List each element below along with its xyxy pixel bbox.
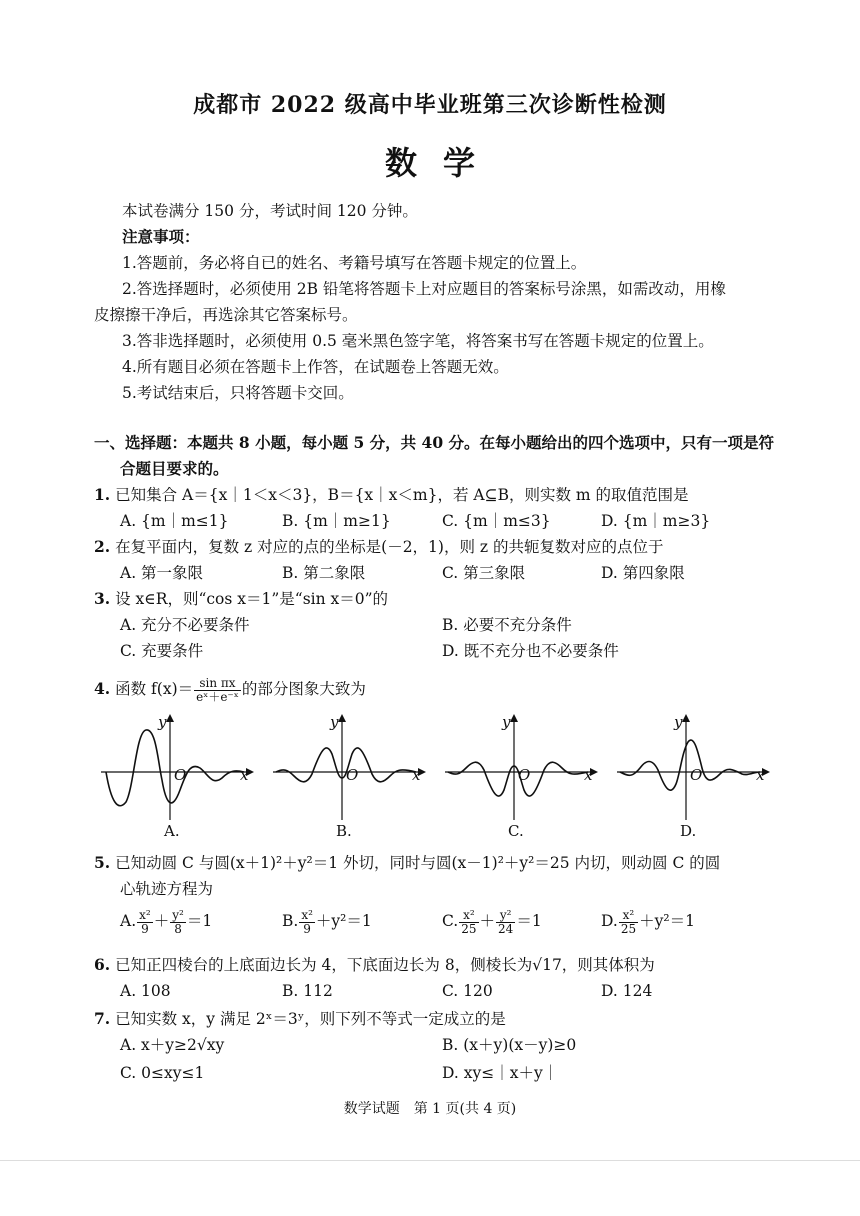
option-a: A. 充分不必要条件 bbox=[120, 616, 250, 634]
fraction-numerator: sin πx bbox=[194, 677, 241, 691]
question-number: 6. bbox=[94, 955, 111, 974]
fraction bbox=[170, 909, 186, 936]
axis-y-label: y bbox=[502, 713, 511, 731]
fraction-numerator: x² bbox=[619, 909, 638, 923]
question-text: 已知集合 A＝{x｜1＜x＜3}，B＝{x｜x＜m}，若 A⊆B，则实数 m 的取值范围是 bbox=[115, 486, 689, 504]
fraction-numerator: x² bbox=[139, 907, 151, 922]
option-d: D. {m｜m≥3} bbox=[601, 512, 711, 530]
option-b: B. (x＋y)(x－y)≥0 bbox=[442, 1036, 577, 1054]
fraction-denominator: 24 bbox=[498, 921, 514, 936]
fraction bbox=[619, 909, 638, 936]
graph-label-c: C. bbox=[508, 822, 524, 840]
question-7 bbox=[94, 1006, 506, 1032]
question-text-suffix: 的部分图象大致为 bbox=[241, 680, 366, 698]
question-2 bbox=[94, 534, 664, 560]
option-a: A. x＋y≥2√xy bbox=[120, 1036, 225, 1054]
equation-tail: ＝1 bbox=[186, 912, 213, 930]
fraction bbox=[496, 909, 515, 936]
fraction-numerator: y² bbox=[172, 907, 184, 922]
option-label: B. bbox=[282, 912, 299, 930]
question-text: 设 x∈R，则“cos x＝1”是“sin x＝0”的 bbox=[115, 590, 389, 608]
question-text-cont: 心轨迹方程为 bbox=[120, 880, 214, 898]
origin-label: O bbox=[690, 766, 703, 784]
option-c: C. 充要条件 bbox=[120, 642, 204, 660]
question-number: 7. bbox=[94, 1009, 111, 1028]
operator: ＋ bbox=[153, 912, 170, 930]
fraction-numerator: y² bbox=[496, 909, 515, 923]
notice-item: 皮擦擦干净后，再选涂其它答案标号。 bbox=[94, 306, 358, 324]
option-c: C. 第三象限 bbox=[442, 564, 526, 582]
graph-label-d: D. bbox=[680, 822, 697, 840]
question-5 bbox=[94, 850, 720, 876]
graph-label-a: A. bbox=[164, 822, 180, 840]
subject-title: 数学 bbox=[384, 144, 501, 182]
origin-label: O bbox=[346, 766, 359, 784]
option-a: A. {m｜m≤1} bbox=[120, 512, 229, 530]
question-4 bbox=[94, 676, 366, 704]
option-c: C. 0≤xy≤1 bbox=[120, 1064, 205, 1082]
axis-x-label: x bbox=[756, 766, 765, 784]
axis-y-label: y bbox=[674, 713, 683, 731]
notice-item: 5.考试结束后，只将答题卡交回。 bbox=[122, 384, 354, 402]
option-d: D. 既不充分也不必要条件 bbox=[442, 642, 619, 660]
section-heading-cont: 合题目要求的。 bbox=[120, 459, 229, 478]
option-d bbox=[601, 908, 695, 936]
page-footer: 数学试题 第 1 页(共 4 页) bbox=[343, 1101, 517, 1117]
equation-tail: ＋y²＝1 bbox=[639, 912, 695, 930]
question-text: 函数 f(x)＝ bbox=[115, 680, 194, 698]
graph-label-b: B. bbox=[336, 822, 352, 840]
exam-info: 本试卷满分 150 分，考试时间 120 分钟。 bbox=[122, 202, 418, 220]
option-c: C. 120 bbox=[442, 982, 493, 1000]
axis-x-label: x bbox=[240, 766, 249, 784]
fraction-numerator: x² bbox=[459, 909, 478, 923]
question-number: 4. bbox=[94, 679, 111, 698]
option-b bbox=[282, 908, 372, 936]
fraction-denominator: 9 bbox=[303, 921, 311, 936]
option-d: D. 第四象限 bbox=[601, 564, 685, 582]
scan-edge-divider bbox=[0, 1160, 860, 1161]
origin-label: O bbox=[174, 766, 187, 784]
question-6 bbox=[94, 952, 655, 978]
fraction bbox=[459, 909, 478, 936]
question-text: 在复平面内，复数 z 对应的点的坐标是(－2，1)，则 z 的共轭复数对应的点位于 bbox=[115, 538, 664, 556]
fraction-denominator: 8 bbox=[174, 921, 182, 936]
axis-x-label: x bbox=[412, 766, 421, 784]
option-c: C. {m｜m≤3} bbox=[442, 512, 551, 530]
equation-tail: ＋y²＝1 bbox=[315, 912, 372, 930]
option-d: D. xy≤｜x＋y｜ bbox=[442, 1064, 559, 1082]
axis-y-label: y bbox=[158, 713, 167, 731]
option-a bbox=[120, 908, 212, 936]
notice-title: 注意事项： bbox=[122, 227, 200, 246]
fraction-denominator: 25 bbox=[461, 921, 477, 936]
operator: ＋ bbox=[479, 912, 496, 930]
option-a: A. 108 bbox=[120, 982, 171, 1000]
option-b: B. 第二象限 bbox=[282, 564, 366, 582]
question-number: 1. bbox=[94, 485, 111, 504]
section-heading: 一、选择题：本题共 8 小题，每小题 5 分，共 40 分。在每小题给出的四个选项中，只有一项是符 bbox=[94, 433, 775, 452]
equation-tail: ＝1 bbox=[516, 912, 542, 930]
question-text: 已知实数 x，y 满足 2ˣ＝3ʸ，则下列不等式一定成立的是 bbox=[115, 1010, 506, 1028]
option-b: B. {m｜m≥1} bbox=[282, 512, 391, 530]
question-number: 3. bbox=[94, 589, 111, 608]
exam-title: 成都市 2022 级高中毕业班第三次诊断性检测 bbox=[193, 92, 667, 118]
option-label: C. bbox=[442, 912, 459, 930]
option-b: B. 必要不充分条件 bbox=[442, 616, 572, 634]
option-label: D. bbox=[601, 912, 618, 930]
question-1 bbox=[94, 482, 689, 508]
origin-label: O bbox=[518, 766, 531, 784]
fraction bbox=[194, 677, 241, 704]
notice-item: 2.答选择题时，必须使用 2B 铅笔将答题卡上对应题目的答案标号涂黑，如需改动，用橡 bbox=[122, 280, 726, 298]
question-number: 2. bbox=[94, 537, 111, 556]
option-d: D. 124 bbox=[601, 982, 653, 1000]
option-b: B. 112 bbox=[282, 982, 333, 1000]
option-a: A. 第一象限 bbox=[120, 564, 204, 582]
fraction bbox=[137, 909, 153, 936]
option-label: A. bbox=[120, 912, 137, 930]
fraction-denominator: 9 bbox=[141, 921, 149, 936]
notice-item: 4.所有题目必须在答题卡上作答，在试题卷上答题无效。 bbox=[122, 358, 509, 376]
question-text: 已知动圆 C 与圆(x＋1)²＋y²＝1 外切，同时与圆(x－1)²＋y²＝25 内切，则动圆 C 的圆 bbox=[115, 854, 721, 872]
fraction-numerator: x² bbox=[301, 907, 313, 922]
question-number: 5. bbox=[94, 853, 111, 872]
question-text: 已知正四棱台的上底面边长为 4，下底面边长为 8，侧棱长为√17，则其体积为 bbox=[115, 956, 655, 974]
notice-item: 3.答非选择题时，必须使用 0.5 毫米黑色签字笔，将答案书写在答题卡规定的位置上。 bbox=[122, 332, 714, 350]
fraction-denominator: eˣ＋e⁻ˣ bbox=[196, 689, 239, 704]
fraction-denominator: 25 bbox=[620, 921, 637, 936]
axis-x-label: x bbox=[584, 766, 593, 784]
notice-item: 1.答题前，务必将自已的姓名、考籍号填写在答题卡规定的位置上。 bbox=[122, 254, 587, 272]
fraction bbox=[299, 909, 315, 936]
option-c bbox=[442, 908, 542, 936]
axis-y-label: y bbox=[330, 713, 339, 731]
question-3 bbox=[94, 586, 388, 612]
